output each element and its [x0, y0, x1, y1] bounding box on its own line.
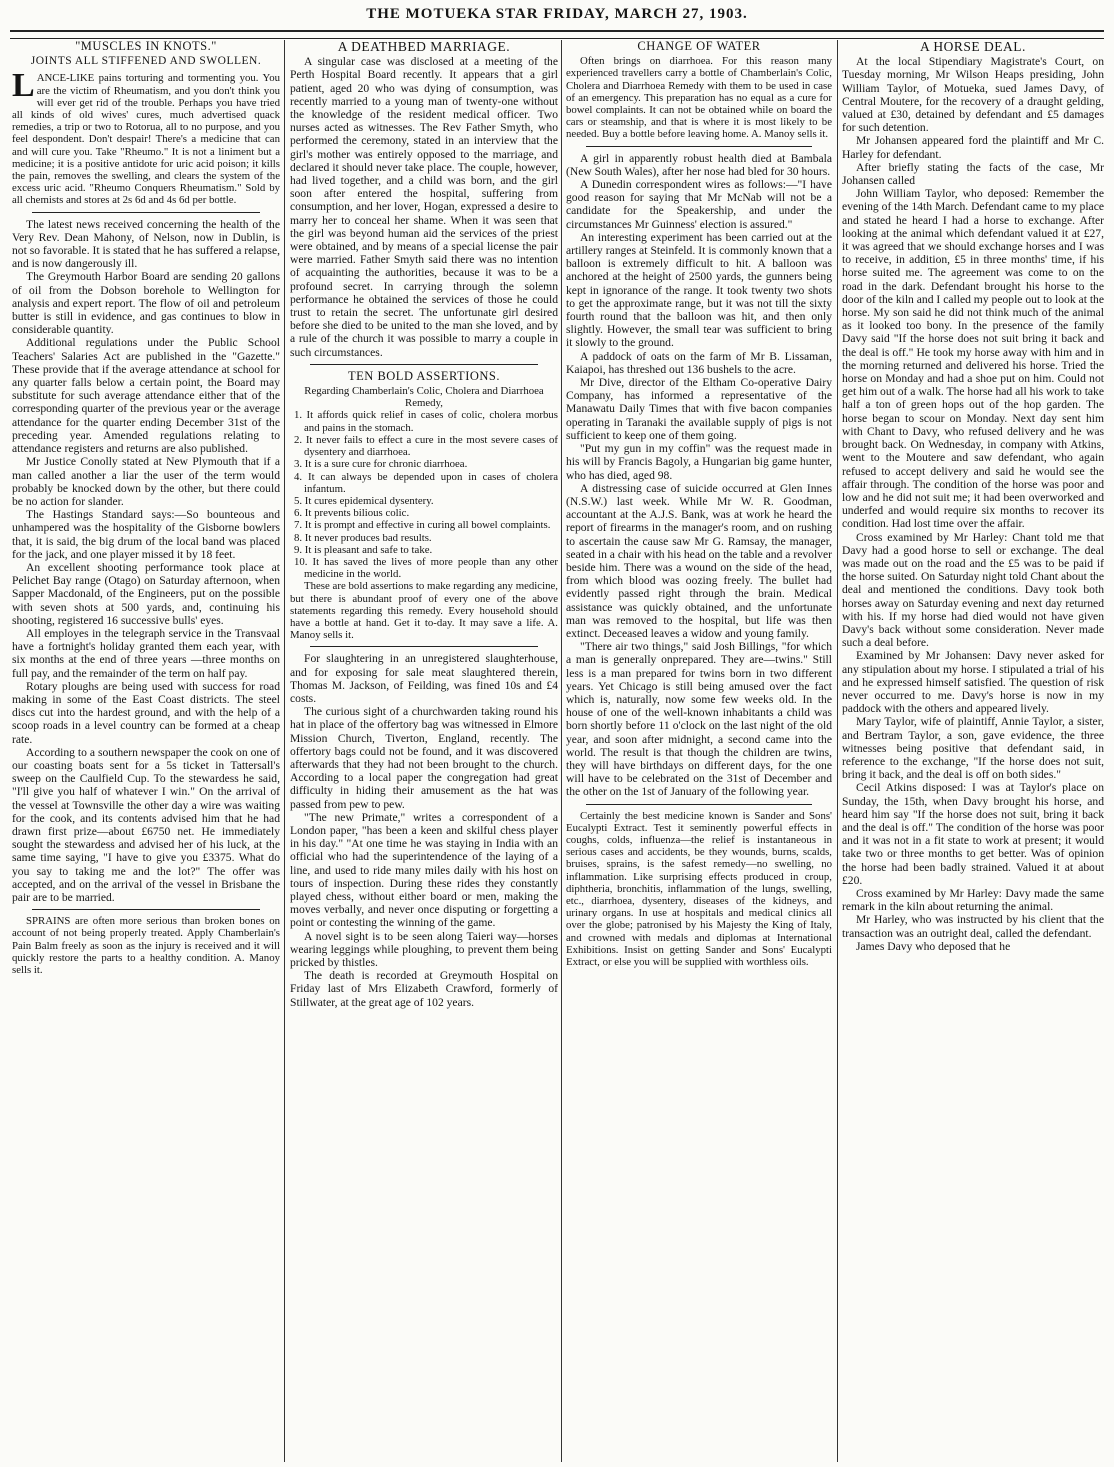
assertion-item: 5. It cures epidemical dysentery. — [294, 494, 434, 507]
rheumo-headline: "MUSCLES IN KNOTS." — [75, 40, 217, 53]
news-paragraph: At the local Stipendiary Magistrate's Court, on Tuesday morning, Mr Wilson Heaps presiding, John William Taylor, of Motueka, sued James Davy, of Central Moutere, for the recovery of a draught gelding, valued at £30, detained by defendant and £5 damages for such detention. — [842, 55, 1104, 135]
news-paragraph: The Greymouth Harbor Board are sending 20 gallons of oil from the Dobson borehole to Wellington for analysis and expert report. The flow of oil and petroleum butter is still in evidence, and gas continues to blow in considerable quantity. — [12, 270, 280, 337]
assertions-subheadline: Regarding Chamberlain's Colic, Cholera and Diarrhoea Remedy, — [304, 385, 544, 410]
news-paragraph: "Put my gun in my coffin" was the request made in his will by Francis Bagoly, a Hungarian big game hunter, who has died, aged 98. — [566, 442, 832, 482]
assertion-item: 2. It never fails to effect a cure in the most severe cases of dysentery and diarrhoea. — [294, 433, 558, 459]
news-paragraph: Mr Justice Conolly stated at New Plymouth that if a man called another a liar the user of the term would probably be knocked down by the other, but there could be no action for slander. — [12, 455, 280, 508]
column-divider — [837, 40, 838, 1462]
assertion-item: 8. It never produces bad results. — [294, 531, 432, 544]
sprains-advert: SPRAINS are often more serious than broken bones on account of not being properly treated. Apply Chamberlain's Pain Balm freely as soon as the injury is received and it will quickly restore the parts to a healthy condition. A. Manoy sells it. — [12, 915, 280, 977]
section-rule — [586, 146, 812, 147]
news-paragraph: A singular case was disclosed at a meeting of the Perth Hospital Board recently. It appears that a girl patient, aged 20 who was dying of consumption, was recently married to a young man of twenty-one without the knowledge of the resident medical officer. Two nurses acted as witnesses. The Rev Father Smyth, who performed the ceremony, stated in an interview that the girl's mother was entirely opposed to the marriage, and declared it should never take place. The couple, however, had lived together, and a child was born, and the girl soon after entered the hospital, suffering from consumption, and her lover, Hogan, expressed a desire to marry her to conceal her shame. When it was seen that the girl was beyond human aid the services of the priest were obtained, and by means of a special license the pair were married. Father Smyth said there was no intention of acquainting the authorities, because it was to be a profound secret. In carrying through the solemn performance he obtained the services of those he could trust to retain the secret. The unfortunate girl desired before she died to be united to the man she loved, and by a rule of the church it was possible to marry a couple in such circumstances. — [290, 55, 558, 359]
news-paragraph: A Dunedin correspondent wires as follows:—"I have good reason for saying that Mr McNab will not be a candidate for the Speakership, and under the circumstances Mr Guinness' election is assured." — [566, 178, 832, 231]
assertions-closing: These are bold assertions to make regarding any medicine, but there is abundant proof of every one of the above statements regarding this remedy. Every household should have a bottle at hand. Get it to-day. It may save a life. A. Manoy sells it. — [290, 580, 558, 642]
news-paragraph: Mary Taylor, wife of plaintiff, Annie Taylor, a sister, and Bertram Taylor, a son, gave evidence, the three witnesses being positive that defendant said, in reference to the exchange, "If the horse does not suit, bring it back, and the deal is off on both sides." — [842, 715, 1104, 782]
assertion-item: 9. It is pleasant and safe to take. — [294, 543, 433, 556]
news-paragraph: "The new Primate," writes a correspondent of a London paper, "has been a keen and skilful chess player in his day." "At one time he was staying in India with an official who had the superintendence of the laying of a line, and used to ride many miles daily with his host on tours of inspection. During these rides they constantly played chess, without either board or men, making the moves verbally, and never once disputing or forgetting a point or contesting the winning of the game. — [290, 810, 558, 930]
section-rule — [310, 364, 538, 365]
news-paragraph: Rotary ploughs are being used with success for road making in some of the East Coast districts. The steel discs cut into the hardest ground, and with the help of a scoop roads in a level country can be formed at a cheap rate. — [12, 679, 280, 746]
news-paragraph: The Hastings Standard says:—So bounteous and unhampered was the hospitality of the Gisborne bowlers that, it is said, the big drum of the local band was placed for the jack, and one player missed it by 18 feet. — [12, 508, 280, 561]
assertion-item: 4. It can always be depended upon in cases of cholera infantum. — [294, 470, 558, 495]
masthead: THE MOTUEKA STAR FRIDAY, MARCH 27, 1903. — [366, 6, 748, 22]
news-paragraph: A girl in apparently robust health died at Bambala (New South Wales), after her nose had bled for 30 hours. — [566, 151, 832, 178]
eucalypti-advert: Certainly the best medicine known is Sander and Sons' Eucalypti Extract. Test it seminently powerful effects in coughs, colds, influenza—the relief is instantaneous in serious cases and accidents, be they wounds, burns, scalds, bruises, sprains, is the safest remedy—no swelling, no inflammation. Like surprising effects produced in croup, diphtheria, bronchitis, inflammation of the lungs, swelling, etc., diarrhoea, dysentery, diseases of the kidneys, and urinary organs. In use at hospitals and medical clinics all over the globe; patronised by his Majesty the King of Italy, and crowned with medals and diplomas at International Exhibitions. Insist on getting Sander and Sons' Eucalypti Extract, or else you will be supplied with worthless oils. — [566, 809, 832, 969]
column-2 — [290, 40, 558, 1462]
section-rule — [32, 212, 260, 213]
change-of-water-advert: Often brings on diarrhoea. For this reason many experienced travellers carry a bottle of Chamberlain's Colic, Cholera and Diarrhoea Remedy with them to be used in case of an emergency. This preparation has no equal as a cure for bowel complaints. It can not be obtained while on board the cars or steamship, and that is where it is most likely to be needed. Buy a bottle before leaving home. A. Manoy sells it. — [566, 55, 832, 141]
horse-deal-headline: A HORSE DEAL. — [920, 40, 1026, 54]
assertions-headline: TEN BOLD ASSERTIONS. — [348, 368, 500, 383]
assertion-item: 3. It is a sure cure for chronic diarrhoea. — [294, 458, 468, 471]
column-3 — [566, 40, 832, 1462]
deathbed-headline: A DEATHBED MARRIAGE. — [337, 40, 511, 54]
news-paragraph: The death is recorded at Greymouth Hospital on Friday last of Mrs Elizabeth Crawford, formerly of Stillwater, at the great age of 102 years. — [290, 969, 558, 1009]
assertion-item: 6. It prevents bilious colic. — [294, 507, 410, 520]
rheumo-subheadline: JOINTS ALL STIFFENED AND SWOLLEN. — [30, 55, 262, 68]
news-paragraph: Mr Johansen appeared ford the plaintiff and Mr C. Harley for defendant. — [842, 134, 1104, 161]
news-paragraph: A distressing case of suicide occurred at Glen Innes (N.S.W.) last week. While Mr W. R. Goodman, accountant at the A.J.S. Bank, was at work he heard the report of firearms in the manager's room, and on rushing to ascertain the cause saw Mr G. Ramsay, the manager, seated in a chair with his head on the table and a revolver beside him. There was a wound on the side of the head, from which blood was oozing freely. The bullet had evidently passed right through the brain. Medical assistance was quickly obtained, and the unfortunate man was removed to the hospital, but life was then extinct. Deceased leaves a widow and young family. — [566, 481, 832, 640]
news-paragraph: Examined by Mr Johansen: Davy never asked for any stipulation about my horse. I stipulated a trial of his and he expressed himself satisfied. The question of risk never occurred to me. Davy's horse is now in my paddock with the others and appeared lively. — [842, 649, 1104, 716]
news-paragraph: John William Taylor, who deposed: Remember the evening of the 14th March. Defendant came to my place and stated he heard I had a horse to exchange. After looking at the animal which defendant valued it at £27, it was agreed that we should exchange horses and I was to receive, in addition, £5 in three months' time, if his horse suited me. The agreement was come to on the road in the dark. Defendant brought his horse to the door of the kiln and I called my people out to look at the horse. My son said he did not think much of the animal as it looked too bony. In the presence of the family Davy said "If the horse does not suit bring it back and the deal is off." He took my horse away with him and in the morning returned and delivered his horse. Tried the horse on Monday and had a shoe put on him. Could not get him out of a walk. The horse had all his work to take half a ton of green hops out of the hop garden. The horse began to scour on Monday. Next day sent him with Chant to Davy, who refused delivery and he was brought back. On Wednesday, in company with Atkins, went to the Moutere and saw defendant, who again refused to accept delivery and said he would see the affair through. The condition of the horse was poor and low and he did not suit me; it had been overworked and underfed and would require six months to recover its condition. Had lost time over the affair. — [842, 187, 1104, 531]
assertion-item: 7. It is prompt and effective in curing all bowel complaints. — [294, 519, 551, 532]
news-paragraph: Additional regulations under the Public School Teachers' Salaries Act are published in the "Gazette." These provide that if the average attendance at school for any quarter falls below a certain point, the Board may substitute for such average attendance either that of the corresponding quarter of the previous year or the average attendance for the quarter ending December 31st of the preceding year. Amended regulations relating to attendance registers and returns are also published. — [12, 336, 280, 456]
column-divider — [561, 40, 562, 1462]
news-paragraph: An excellent shooting performance took place at Pelichet Bay range (Otago) on Saturday afternoon, when Sapper Macdonald, of the Engineers, put on the possible with seven shots at 500 yards, and, continuing his shooting, registered 16 successive bulls' eyes. — [12, 560, 280, 627]
news-paragraph: Mr Dive, director of the Eltham Co-operative Dairy Company, has informed a representative of the Manawatu Daily Times that with five bacon companies operating in Taranaki the available supply of pigs is not sufficient to keep one of them going. — [566, 376, 832, 442]
news-paragraph: According to a southern newspaper the cook on one of our coasting boats sent for a 5s ticket in Tattersall's sweep on the Caulfield Cup. To the stewardess he said, "I'll give you half of whatever I win." On the arrival of the vessel at Townsville the other day a wire was waiting for the cook, and its contents advised him that he had drawn first prize—about £6750 net. He immediately sought the stewardess and advised her of his luck, at the same time saying, "I have to give you £3375. What do you say to taking me and the lot?" The offer was accepted, and on the arrival of the vessel in Brisbane the pair are to be married. — [12, 745, 280, 904]
news-paragraph: Cross examined by Mr Harley: Chant told me that Davy had a good horse to sell or exchange. The deal was made out on the road and the £5 was to be paid if the horse suited. On Saturday night told Chant about the deal and mentioned the conditions. Davy took both horses away on Saturday evening and next day returned with his. If my horse had died would not have given Davy's back without some consideration. Never made such a deal before. — [842, 530, 1104, 650]
news-paragraph: Cecil Atkins disposed: I was at Taylor's place on Sunday, the 15th, when Davy brought his horse, and heard him say "If the horse does not suit, bring it back and the deal is off." The condition of the horse was poor and it was not in a fit state to work at present; it would take two or three months to get better. Was of opinion the horse had been badly strained. Valued it at about £20. — [842, 781, 1104, 887]
news-paragraph: All employes in the telegraph service in the Transvaal have a fortnight's holiday granted them each year, with six months at the end of three years —three months on full pay, and the remainder of the term on half pay. — [12, 626, 280, 680]
drop-cap: L — [12, 67, 35, 105]
news-paragraph: After briefly stating the facts of the case, Mr Johansen called — [842, 160, 1104, 188]
news-paragraph: For slaughtering in an unregistered slaughterhouse, and for exposing for sale meat slaughtered therein, Thomas M. Jackson, of Feilding, was fined 10s and £4 costs. — [290, 652, 558, 705]
section-rule — [32, 909, 260, 910]
news-paragraph: Mr Harley, who was instructed by his client that the transaction was an outright deal, called the defendant. — [842, 913, 1104, 940]
rheumo-advert-text: ANCE-LIKE pains torturing and tormenting you. You are the victim of Rheumatism, and you don't think you will ever get rid of the trouble. Perhaps you have tried all kinds of old wives' cures, much advertised quack remedies, a trip or two to Rotorua, all to no purpose, and you feel despondent. Don't despair! There's a medicine that can and will cure you. Take "Rheumo." It is not a liniment but a medicine; it is a positive antidote for uric acid poison; it kills the pain, removes the swelling, and clears the system of the excess uric acid. "Rheumo Conquers Rheumatism." Sold by all chemists and stores at 2s 6d and 4s 6d per bottle. — [12, 72, 280, 207]
change-of-water-headline: CHANGE OF WATER — [637, 40, 761, 53]
news-paragraph: A novel sight is to be seen along Taieri way—horses wearing leggings while ploughing, to prevent them being pricked by thistles. — [290, 929, 558, 970]
column-4 — [842, 40, 1104, 1462]
news-paragraph: The curious sight of a churchwarden taking round his hat in place of the offertory bag was witnessed in Elmore Mission Church, Tiverton, England, recently. The offertory bags could not be found, and it was discovered afterwards that they had not been brought to the church. According to a local paper the congregation had great difficulty in hiding their amusement as the hat was passed from pew to pew. — [290, 705, 558, 811]
assertion-item: 1. It affords quick relief in cases of colic, cholera morbus and pains in the stomach. — [294, 409, 558, 434]
news-paragraph: Cross examined by Mr Harley: Davy made the same remark in the kiln about returning the animal. — [842, 887, 1104, 914]
news-paragraph: James Davy who deposed that he — [856, 939, 1011, 953]
section-rule — [310, 646, 538, 647]
news-paragraph: "There air two things," said Josh Billings, "for which a man is generally onprepared. They are—twins." Still less is a man prepared for twins born in two different years. Yet Chicago is still being amused over the fact which is, naturally, now some few weeks old. In the house of one of the well-known inhabitants a child was born shortly before 11 o'clock on the last night of the old year, and soon after midnight, a second came into the world. The result is that though the children are twins, they will have birthdays on different days, for the one will have to be celebrated on the 31st of December and the other on the 1st of January of the following year. — [566, 640, 832, 799]
news-paragraph: A paddock of oats on the farm of Mr B. Lissaman, Kaiapoi, has threshed out 136 bushels to the acre. — [566, 349, 832, 376]
assertion-item: 10. It has saved the lives of more people than any other medicine in the world. — [294, 555, 558, 581]
rheumo-advert — [12, 67, 280, 207]
news-paragraph: The latest news received concerning the health of the Very Rev. Dean Mahony, of Nelson, now in Dublin, is not so favorable. It is stated that he has suffered a relapse, and is now dangerously ill. — [12, 217, 280, 271]
column-1 — [12, 40, 280, 1462]
section-rule — [586, 804, 812, 805]
news-paragraph: An interesting experiment has been carried out at the artillery ranges at Steinfeld. It is commonly known that a balloon is extremely difficult to hit. A balloon was anchored at the height of 2500 yards, the gunners being kept in ignorance of the range. It took twenty two shots to get the approximate range, but it was not till the sixty fourth round that the balloon was hit, and then only slightly. However, the small tear was sufficient to bring it slowly to the ground. — [566, 230, 832, 350]
masthead-rule — [10, 30, 1104, 39]
column-divider — [284, 40, 285, 1462]
